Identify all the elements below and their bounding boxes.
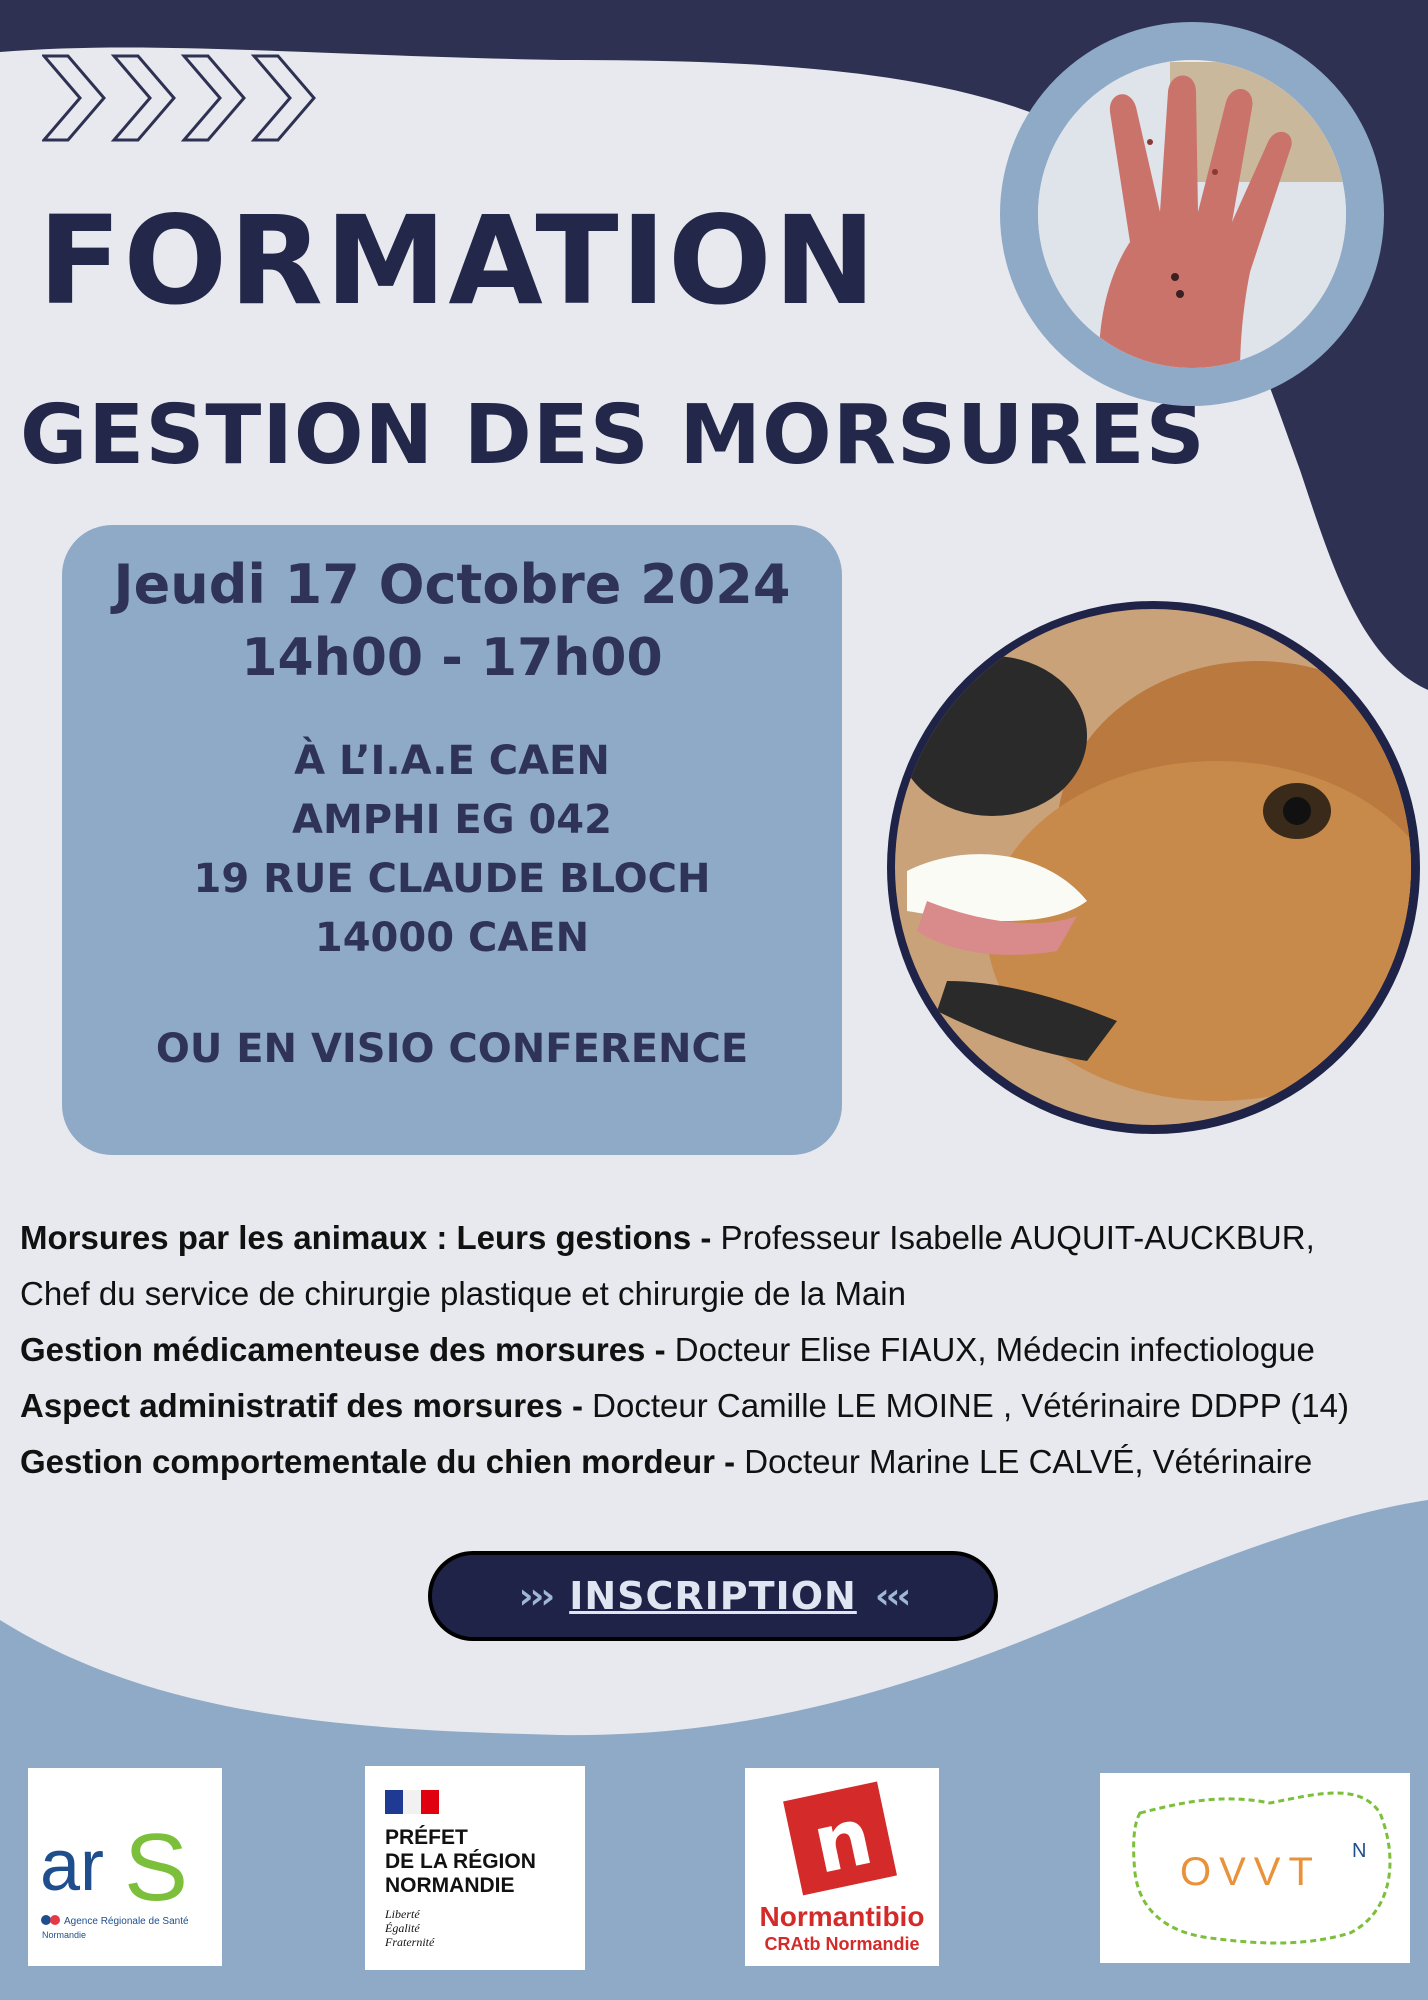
- speaker-name: Docteur Marine LE CALVÉ, Vétérinaire: [735, 1443, 1313, 1480]
- speaker-topic: Morsures par les animaux : Leurs gestions -: [20, 1219, 712, 1256]
- svg-text:N: N: [1352, 1840, 1367, 1862]
- normantibio-logo: [745, 1768, 939, 1966]
- speaker-topic: Aspect administratif des morsures -: [20, 1387, 583, 1424]
- dog-photo: [887, 601, 1420, 1134]
- svg-text:DE LA RÉGION: DE LA RÉGION: [385, 1850, 536, 1873]
- inscription-button[interactable]: [428, 1551, 998, 1641]
- address-line: 14000 CAEN: [314, 915, 590, 961]
- speaker-name: Chef du service de chirurgie plastique et chirurgie de la Main: [20, 1275, 906, 1312]
- event-visio: OU EN VISIO CONFERENCE: [155, 1026, 749, 1072]
- event-time: 14h00 - 17h00: [241, 628, 663, 688]
- ars-line2: Normandie: [42, 1930, 87, 1940]
- speaker-name: Docteur Camille LE MOINE , Vétérinaire DDPP (14): [583, 1387, 1349, 1424]
- svg-text:NORMANDIE: NORMANDIE: [385, 1874, 515, 1897]
- hand-bite-photo: [1000, 22, 1384, 406]
- list-item: [20, 1210, 1420, 1266]
- chevron-right-icon: ›››: [518, 1575, 552, 1617]
- page-title: FORMATION: [38, 190, 878, 332]
- list-item: [20, 1322, 1420, 1378]
- address-line: AMPHI EG 042: [292, 797, 612, 843]
- svg-text:PRÉFET: PRÉFET: [385, 1826, 468, 1849]
- list-item: [20, 1434, 1420, 1490]
- svg-text:CRAtb Normandie: CRAtb Normandie: [764, 1934, 920, 1954]
- ars-logo: [28, 1768, 222, 1966]
- svg-text:Fraternité: Fraternité: [385, 1935, 435, 1949]
- svg-text:ar: ar: [40, 1826, 105, 1906]
- prefet-normandie-logo: [365, 1766, 585, 1970]
- list-item: [20, 1266, 1420, 1322]
- ars-s-letter: S: [124, 1814, 189, 1921]
- event-date: Jeudi 17 Octobre 2024: [113, 553, 791, 616]
- speakers-list: [20, 1210, 1420, 1490]
- speaker-topic: Gestion comportementale du chien mordeur -: [20, 1443, 736, 1480]
- ovvt-logo: [1100, 1773, 1410, 1963]
- speaker-name: Docteur Elise FIAUX, Médecin infectiologue: [665, 1331, 1315, 1368]
- svg-text:Égalité: Égalité: [385, 1921, 420, 1935]
- ars-line1: Agence Régionale de Santé: [64, 1916, 189, 1927]
- address-line: À L’I.A.E CAEN: [294, 738, 610, 784]
- svg-text:Liberté: Liberté: [385, 1907, 420, 1921]
- page-subtitle: GESTION DES MORSURES: [20, 388, 1206, 483]
- list-item: [20, 1378, 1420, 1434]
- inscription-label: INSCRIPTION: [569, 1574, 857, 1618]
- speaker-topic: Gestion médicamenteuse des morsures -: [20, 1331, 666, 1368]
- chevrons-decoration: [42, 50, 342, 150]
- svg-text:OVVT: OVVT: [1180, 1850, 1321, 1894]
- speaker-name: Professeur Isabelle AUQUIT-AUCKBUR,: [711, 1219, 1315, 1256]
- address-line: 19 RUE CLAUDE BLOCH: [193, 856, 711, 902]
- svg-text:n: n: [804, 1789, 881, 1892]
- svg-text:Normantibio: Normantibio: [759, 1901, 925, 1932]
- chevron-left-icon: ‹‹‹: [874, 1575, 908, 1617]
- event-address: [62, 732, 842, 968]
- event-info-box: [62, 525, 842, 1155]
